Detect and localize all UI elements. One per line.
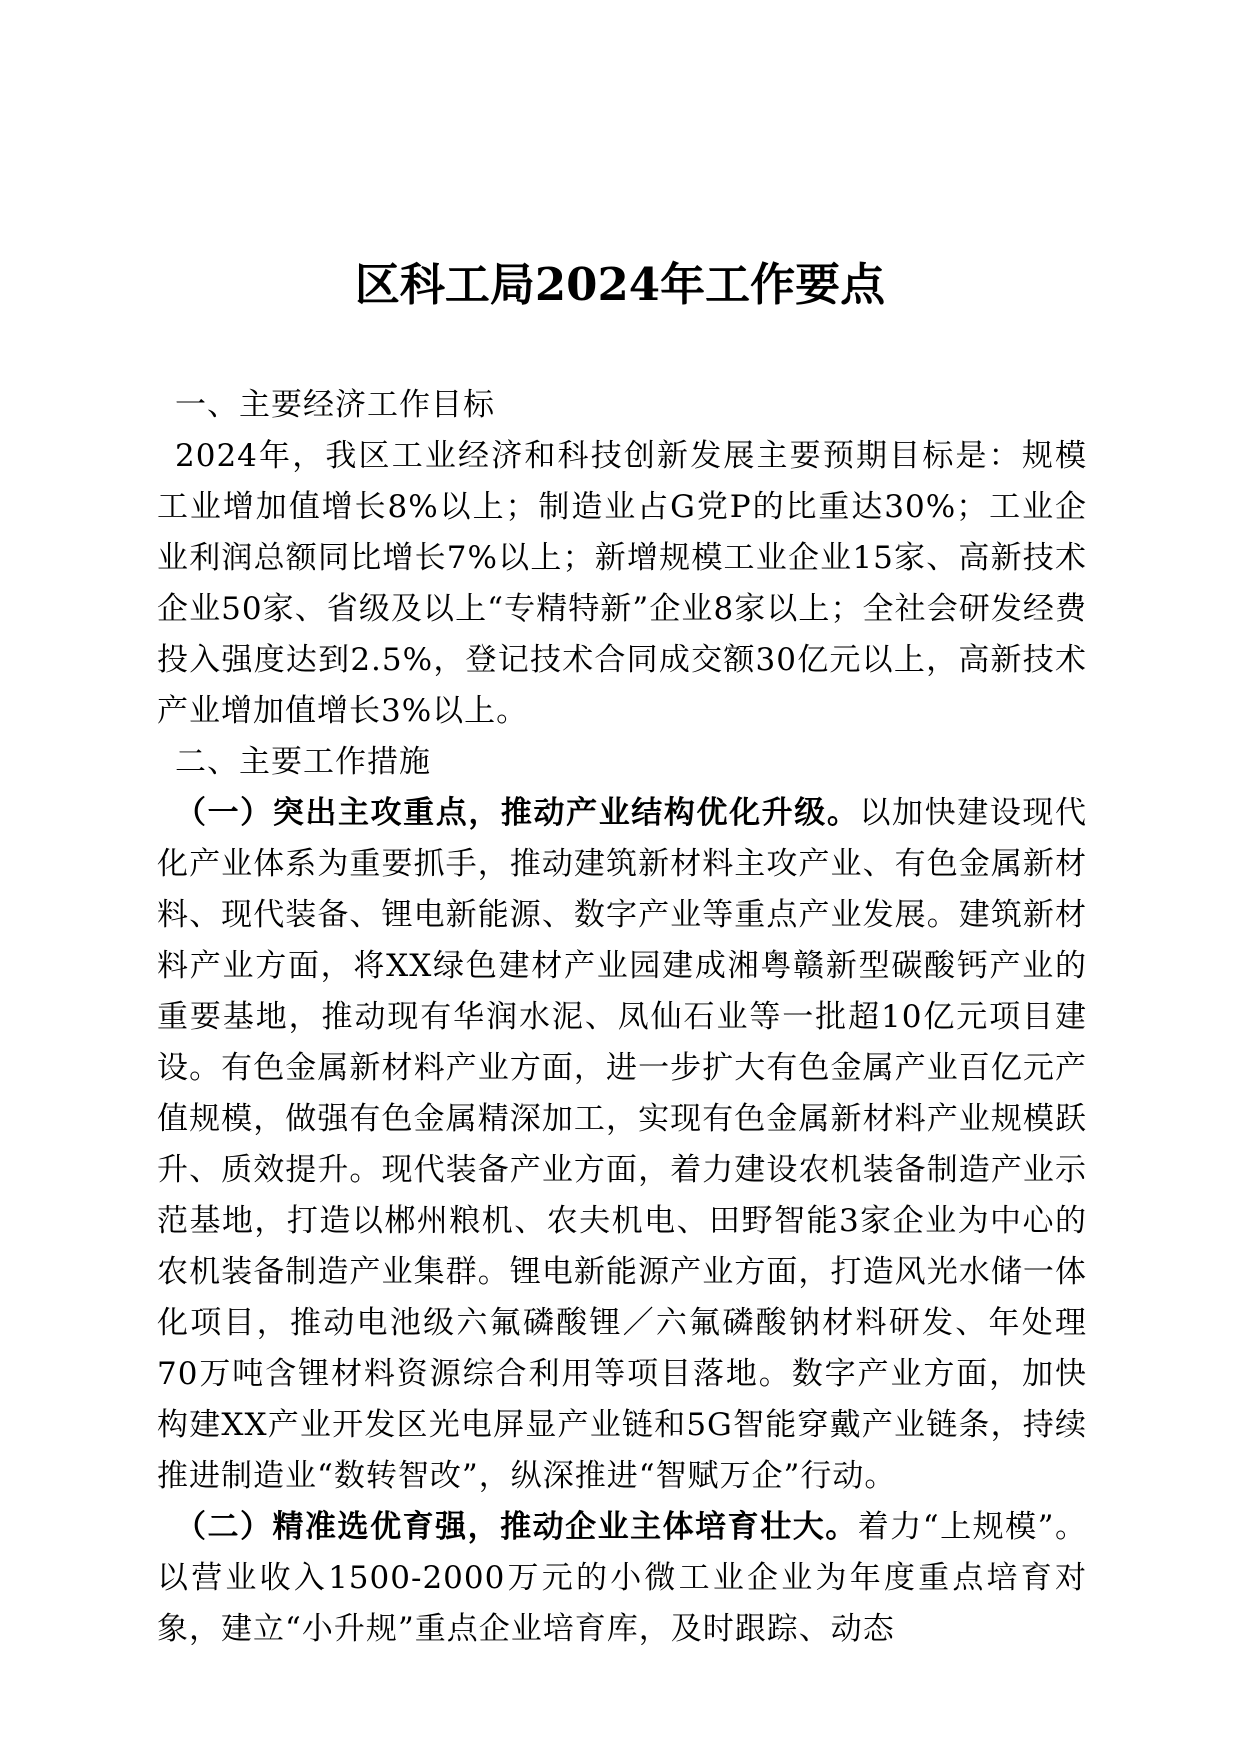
measure-2-lead: （二）精准选优育强，推动企业主体培育壮大。: [175, 1509, 858, 1545]
measure-paragraph-1: [157, 788, 1087, 1502]
measure-paragraph-2: [157, 1502, 1087, 1655]
measure-2-text: 着力“上规模”。以营业收入1500-2000万元的小微工业企业为年度重点培育对象，建立“小升规”重点企业培育库，及时跟踪、动态: [157, 1509, 1088, 1647]
goals-paragraph: 2024年，我区工业经济和科技创新发展主要预期目标是：规模工业增加值增长8%以上；制造业占G党P的比重达30%；工业企业利润总额同比增长7%以上；新增规模工业企业15家、高新技术企业50家、省级及以上“专精特新”企业8家以上；全社会研发经费投入强度达到2.5%，登记技术合同成交额30亿元以上，高新技术产业增加值增长3%以上。: [157, 438, 1087, 729]
measure-1-lead: （一）突出主攻重点，推动产业结构优化升级。: [175, 795, 860, 831]
measure-1-text: 以加快建设现代化产业体系为重要抓手，推动建筑新材料主攻产业、有色金属新材料、现代装备、锂电新能源、数字产业等重点产业发展。建筑新材料产业方面，将XX绿色建材产业园建成湘粤赣新型碳酸钙产业的重要基地，推动现有华润水泥、凤仙石业等一批超10亿元项目建设。有色金属新材料产业方面，进一步扩大有色金属产业百亿元产值规模，做强有色金属精深加工，实现有色金属新材料产业规模跃升、质效提升。现代装备产业方面，着力建设农机装备制造产业示范基地，打造以郴州粮机、农夫机电、田野智能3家企业为中心的农机装备制造产业集群。锂电新能源产业方面，打造风光水储一体化项目，推动电池级六氟磷酸锂／六氟磷酸钠材料研发、年处理70万吨含锂材料资源综合利用等项目落地。数字产业方面，加快构建XX产业开发区光电屏显产业链和5G智能穿戴产业链条，持续推进制造业“数转智改”，纵深推进“智赋万企”行动。: [157, 795, 1088, 1494]
section-heading-goals: 一、主要经济工作目标: [175, 387, 495, 423]
document-body: [157, 380, 1087, 1655]
document-title: 区科工局2024年工作要点: [354, 258, 886, 311]
section-heading-measures: 二、主要工作措施: [175, 744, 431, 780]
